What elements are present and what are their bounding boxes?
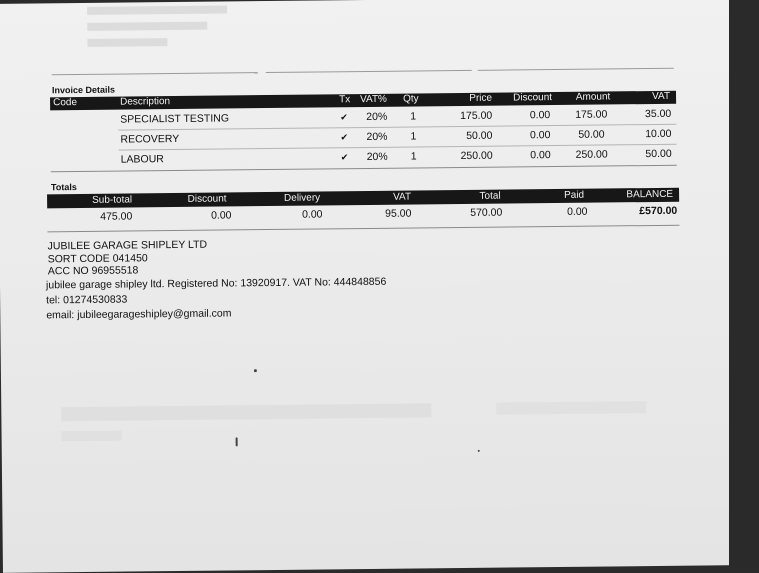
company-bank-details: [48, 239, 208, 278]
subtotal-value: 475.00: [100, 210, 133, 223]
ghost-text-block: [87, 38, 167, 47]
col-discount: Discount: [513, 92, 553, 104]
account-number: ACC NO 96955518: [47, 264, 139, 278]
telephone-line: tel: 01274530833: [46, 293, 128, 307]
row-vat: 35.00: [644, 107, 672, 121]
email-line: email: jubileegarageshipley@gmail.com: [46, 307, 232, 322]
company-contact: [46, 275, 387, 324]
total-value: 570.00: [470, 206, 503, 219]
ghost-text-block: [87, 5, 227, 14]
col-qty: Qty: [403, 93, 419, 105]
row-description: SPECIALIST TESTING: [120, 112, 230, 126]
speck-mark: [236, 437, 238, 446]
col-subtotal: Sub-total: [92, 194, 133, 206]
company-name: JUBILEE GARAGE SHIPLEY LTD: [47, 238, 208, 253]
totals-values-row: [49, 205, 679, 228]
separator-line: [266, 70, 472, 73]
col-total: Total: [479, 190, 501, 202]
row-price: 175.00: [460, 109, 493, 123]
speck-mark: [478, 450, 480, 452]
row-price: 250.00: [460, 149, 493, 163]
ghost-text-block: [62, 431, 122, 442]
delivery-value: 0.00: [301, 208, 323, 221]
invoice-header-bar: [50, 91, 676, 111]
col-vat: VAT: [652, 90, 671, 103]
row-price: 50.00: [466, 129, 493, 142]
background-edge: [729, 0, 759, 569]
row-discount: 0.00: [529, 109, 551, 122]
row-discount: 0.00: [529, 129, 551, 142]
discount-value: 0.00: [210, 209, 232, 222]
col-vat: VAT: [393, 191, 412, 203]
speck-mark: [254, 369, 257, 372]
separator-line: [52, 72, 258, 75]
row-amount: 175.00: [575, 108, 608, 121]
row-qty: 1: [410, 130, 417, 143]
col-vat-pct: VAT%: [360, 93, 387, 106]
col-paid: Paid: [564, 189, 585, 201]
totals-label: Totals: [50, 182, 77, 193]
col-tx: Tx: [339, 94, 351, 106]
ghost-text-block: [496, 401, 646, 415]
registration-line: jubilee garage shipley ltd. Registered No: 13920917. VAT No: 444848856: [45, 275, 387, 292]
row-qty: 1: [410, 110, 417, 123]
col-code: Code: [53, 97, 78, 109]
row-vat-pct: 20%: [366, 110, 388, 124]
row-discount: 0.00: [530, 149, 551, 162]
row-vat: 50.00: [645, 147, 672, 161]
row-vat: 10.00: [645, 127, 672, 141]
row-qty: 1: [410, 150, 417, 163]
paid-value: 0.00: [566, 205, 588, 218]
col-balance: BALANCE: [626, 188, 674, 201]
balance-value: £570.00: [639, 204, 678, 218]
row-tx-check: ✔: [340, 152, 349, 163]
row-amount: 50.00: [578, 128, 605, 141]
row-description: RECOVERY: [120, 132, 180, 146]
col-delivery: Delivery: [283, 192, 321, 204]
invoice-details-label: Invoice Details: [51, 84, 116, 96]
separator-line: [478, 68, 674, 71]
col-description: Description: [120, 96, 171, 108]
sort-code: SORT CODE 041450: [47, 251, 148, 265]
vat-value: 95.00: [385, 207, 412, 220]
col-price: Price: [469, 92, 493, 104]
row-amount: 250.00: [575, 148, 608, 161]
row-tx-check: ✔: [340, 112, 348, 123]
row-vat-pct: 20%: [366, 150, 388, 164]
col-discount: Discount: [187, 193, 227, 205]
ghost-text-block: [87, 22, 207, 31]
ghost-text-block: [61, 403, 431, 421]
row-description: LABOUR: [120, 153, 164, 166]
row-tx-check: ✔: [340, 132, 349, 143]
col-amount: Amount: [575, 91, 611, 103]
row-vat-pct: 20%: [366, 130, 388, 144]
